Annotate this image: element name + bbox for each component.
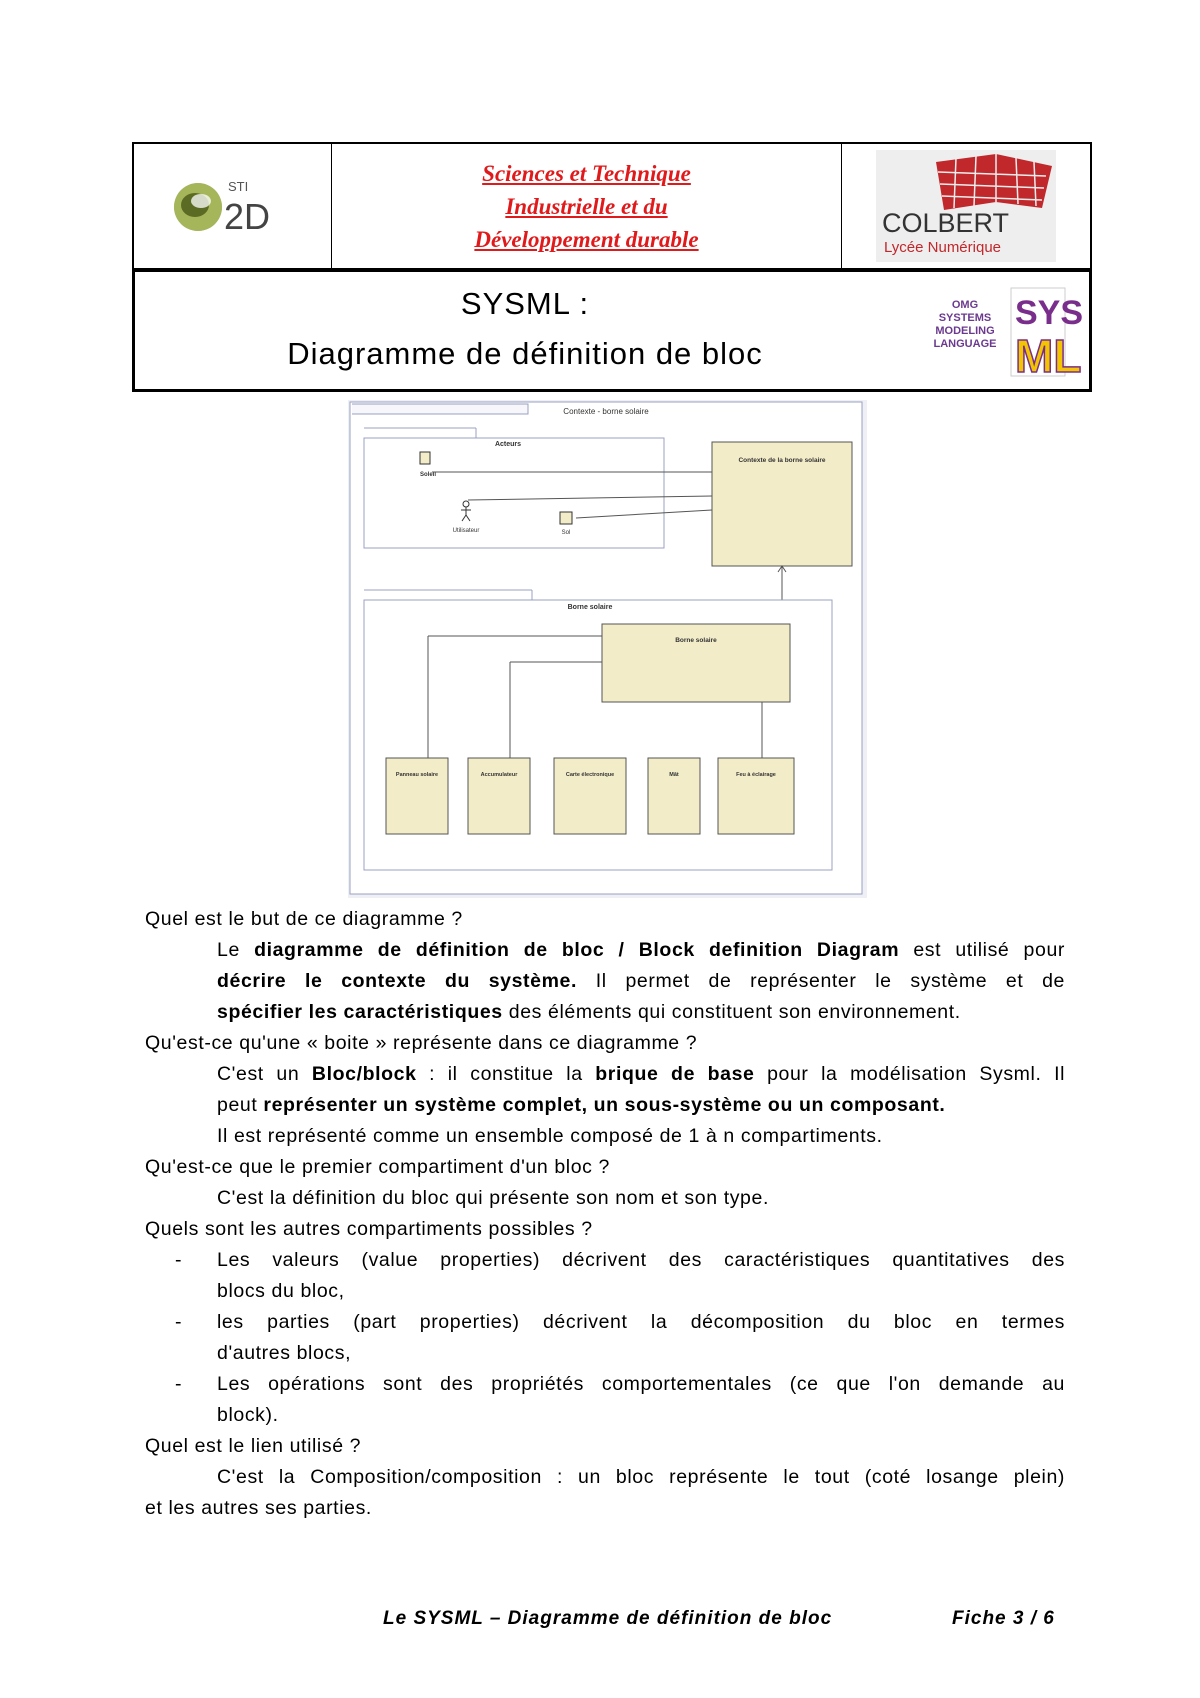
sti2d-logo-cell: [134, 144, 332, 268]
part-block-5: [718, 758, 794, 834]
header-table: [132, 142, 1092, 270]
bullet-2-line-2: d'autres blocs,: [217, 1342, 352, 1364]
sysml-logo-text-1: OMG: [951, 299, 979, 311]
bullet-2-line-1: les parties (part properties) décrivent la décomposition du bloc en termes: [217, 1311, 1065, 1333]
question-4: Quels sont les autres compartiments possibles ?: [145, 1218, 593, 1240]
sol-icon: [560, 512, 572, 524]
sysml-logo-text-3: MODELING: [935, 325, 995, 337]
borne-block: [602, 624, 790, 702]
part-block-1: [386, 758, 448, 834]
page-title-line1: SYSML :: [460, 286, 590, 321]
actors-frame-title: Acteurs: [494, 441, 522, 448]
part-block-4: [648, 758, 700, 834]
part-block-5-label: Feu à éclairage: [736, 772, 776, 778]
answer-5-line-2: et les autres ses parties.: [145, 1497, 372, 1519]
school-title-cell: [332, 144, 842, 268]
footer-title: Le SYSML – Diagramme de définition de bloc: [383, 1608, 833, 1629]
bullet-dash-2: -: [175, 1311, 183, 1333]
sysml-logo: [915, 278, 1085, 384]
sysml-logo-text-2: SYSTEMS: [938, 312, 992, 324]
answer-3: C'est la définition du bloc qui présente son nom et son type.: [217, 1187, 769, 1209]
footer-page: Fiche 3 / 6: [952, 1608, 1055, 1629]
answer-1-line-1: Le diagramme de définition de bloc / Block definition Diagram est utilisé pour: [217, 939, 1065, 961]
borne-block-label: Borne solaire: [675, 637, 717, 644]
sti2d-logo: [168, 171, 298, 241]
bullet-dash-3: -: [175, 1373, 183, 1395]
svg-text:ML: ML: [1015, 330, 1082, 382]
question-1: Quel est le but de ce diagramme ?: [145, 908, 463, 930]
colbert-name: COLBERT: [882, 208, 1010, 238]
school-line-2: Industrielle et du: [505, 193, 668, 219]
page-title-line2: Diagramme de définition de bloc: [287, 336, 763, 371]
school-line-3: Développement durable: [474, 226, 699, 252]
bullet-3-line-2: block).: [217, 1404, 279, 1426]
colbert-logo: [876, 150, 1056, 262]
part-block-3: [554, 758, 626, 834]
actor-soleil-label: Soleil: [419, 472, 437, 478]
part-block-1-label: Panneau solaire: [395, 772, 439, 778]
sti-logo-text: STI: [227, 179, 248, 194]
block-definition-diagram: [348, 400, 867, 898]
question-5: Quel est le lien utilisé ?: [145, 1435, 362, 1457]
context-block-label: Contexte de la borne solaire: [738, 457, 826, 464]
svg-text:SYS: SYS: [1015, 294, 1084, 332]
question-3: Qu'est-ce que le premier compartiment d'un bloc ?: [145, 1156, 610, 1178]
part-block-4-label: Mât: [669, 772, 679, 778]
answer-1-line-3: spécifier les caractéristiques des éléments qui constituent son environnement.: [217, 1001, 961, 1023]
answer-2-line-1: C'est un Bloc/block : il constitue la brique de base pour la modélisation Sysml. Il: [217, 1063, 1066, 1085]
actor-sol-label: Sol: [561, 530, 571, 536]
bullet-1-line-1: Les valeurs (value properties) décrivent des caractéristiques quantitatives des: [217, 1249, 1065, 1271]
actor-user-label: Utilisateur: [452, 528, 480, 534]
answer-2-line-3: Il est représenté comme un ensemble composé de 1 à n compartiments.: [217, 1125, 883, 1147]
part-block-2: [468, 758, 530, 834]
colbert-sub: Lycée Numérique: [884, 239, 1002, 256]
bullet-3-line-1: Les opérations sont des propriétés comportementales (ce que l'on demande au: [217, 1373, 1065, 1395]
school-line-1: Sciences et Technique: [482, 160, 691, 186]
bullet-1-line-2: blocs du bloc,: [217, 1280, 345, 1302]
question-2: Qu'est-ce qu'une « boite » représente dans ce diagramme ?: [145, 1032, 698, 1054]
soleil-icon: [420, 452, 430, 464]
answer-1-line-2: décrire le contexte du système. Il permet de représenter le système et de: [217, 970, 1065, 992]
borne-frame-title: Borne solaire: [567, 604, 613, 611]
answer-2-line-2: peut représenter un système complet, un sous-système ou un composant.: [217, 1094, 946, 1116]
colbert-logo-cell: [842, 144, 1090, 268]
2d-logo-text: 2D: [223, 196, 270, 237]
diagram-outer-title: Contexte - borne solaire: [563, 407, 649, 416]
part-block-3-label: Carte électronique: [565, 772, 615, 778]
answer-5-line-1: C'est la Composition/composition : un bloc représente le tout (coté losange plein): [217, 1466, 1065, 1488]
title-box: [132, 270, 1092, 392]
sysml-logo-text-4: LANGUAGE: [933, 338, 997, 350]
bullet-dash-1: -: [175, 1249, 183, 1271]
part-block-2-label: Accumulateur: [480, 772, 518, 778]
